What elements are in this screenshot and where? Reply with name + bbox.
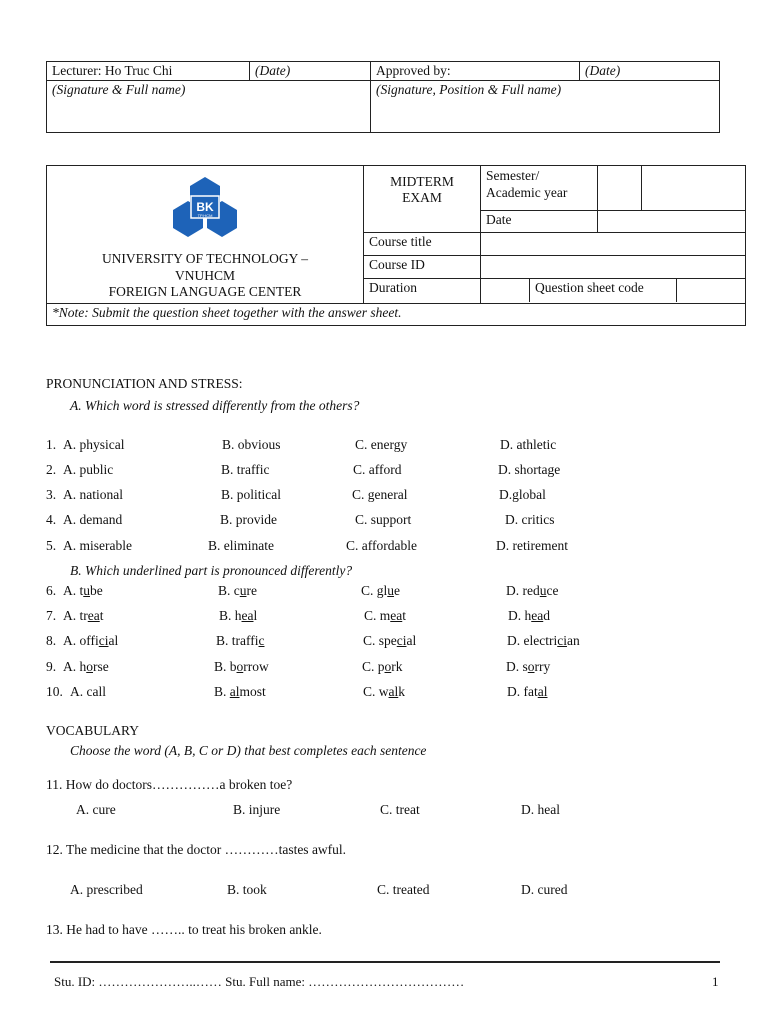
semester-label-line2: Academic year [486,185,568,200]
center-name: FOREIGN LANGUAGE CENTER [108,284,302,300]
part-b-instruction: B. Which underlined part is pronounced differently? [70,563,353,578]
question-code-value [677,279,746,302]
option-c: C. meat [364,608,407,623]
option-d: D. shortage [498,462,561,477]
lecturer-name: Lecturer: Ho Truc Chi [47,62,250,81]
academic-year-value [642,166,746,211]
approved-by-label: Approved by: [371,62,580,81]
question-number: 4. [46,512,57,527]
question-number: 1. [46,437,57,452]
semester-label-line1: Semester/ [486,168,540,183]
university-name-line2: VNUHCM [174,267,235,283]
course-title-value [481,232,746,255]
q11-option-a: A. cure [76,802,116,817]
option-c: C. energy [355,437,408,452]
option-d: D. electrician [507,633,580,648]
option-a: A. tube [63,583,103,598]
exam-type-cell [364,166,481,233]
option-c: C. support [355,512,412,527]
option-d: D. fatal [507,684,548,699]
q11-option-b: B. injure [233,802,281,817]
option-c: C. general [352,487,408,502]
option-d: D. athletic [500,437,557,452]
option-b: B. almost [214,684,266,699]
option-b: B. eliminate [208,538,274,553]
option-b: B. political [221,487,281,502]
option-b: B. cure [218,583,257,598]
q12-option-c: C. treated [377,882,430,897]
semester-value [598,166,642,211]
course-title-label: Course title [364,232,481,255]
option-c: C. special [363,633,417,648]
option-d: D. head [508,608,550,623]
option-b: B. borrow [214,659,269,674]
question-code-label: Question sheet code [530,279,677,302]
q12-option-b: B. took [227,882,267,897]
q12-option-a: A. prescribed [70,882,143,897]
question-11: 11. How do doctors……………a broken toe? [46,777,293,792]
option-c: C. affordable [346,538,417,553]
duration-row [481,279,746,303]
q12-option-d: D. cured [521,882,568,897]
duration-label: Duration [364,279,481,303]
submission-note: *Note: Submit the question sheet together with the answer sheet. [47,303,746,325]
date-label: Date [481,210,598,232]
q11-option-d: D. heal [521,802,560,817]
lecturer-signature: (Signature & Full name) [47,81,371,133]
option-a: A. national [63,487,123,502]
option-a: A. treat [63,608,104,623]
part-a-instruction: A. Which word is stressed differently from the others? [70,398,360,413]
option-a: A. physical [63,437,125,452]
option-d: D.global [499,487,546,502]
university-logo [170,175,240,239]
exam-header-table [46,165,746,326]
course-id-value [481,256,746,279]
course-id-label: Course ID [364,256,481,279]
vocabulary-instruction: Choose the word (A, B, C or D) that best completes each sentence [70,743,427,758]
logo-text: BK [196,200,214,214]
question-number: 9. [46,659,57,674]
option-a: A. miserable [63,538,132,553]
exam-type-line1: MIDTERM [390,174,454,189]
option-b: B. traffic [216,633,265,648]
option-d: D. sorry [506,659,551,674]
option-d: D. reduce [506,583,559,598]
approval-date: (Date) [580,62,720,81]
approval-table [46,61,720,133]
question-number: 3. [46,487,57,502]
page-number: 1 [712,974,719,989]
option-b: B. traffic [221,462,270,477]
question-12: 12. The medicine that the doctor …………tastes awful. [46,842,347,857]
semester-label [481,166,598,211]
option-c: C. walk [363,684,406,699]
duration-subtable [481,279,745,302]
option-c: C. afford [353,462,402,477]
question-13: 13. He had to have …….. to treat his broken ankle. [46,922,322,937]
option-a: A. public [63,462,114,477]
question-number: 8. [46,633,57,648]
option-a: A. demand [63,512,123,527]
question-number: 7. [46,608,57,623]
approver-signature: (Signature, Position & Full name) [371,81,720,133]
option-b: B. heal [219,608,258,623]
question-number: 2. [46,462,57,477]
footer-divider [50,961,720,963]
lecturer-date: (Date) [250,62,371,81]
question-number: 6. [46,583,57,598]
option-d: D. retirement [496,538,568,553]
duration-value [481,279,530,302]
option-b: B. obvious [222,437,281,452]
option-b: B. provide [220,512,277,527]
footer-student-info: Stu. ID: …………………..…… Stu. Full name: ……………………………… [54,974,465,989]
exam-type-line2: EXAM [402,190,442,205]
section-pronunciation-title: PRONUNCIATION AND STRESS: [46,376,243,391]
option-d: D. critics [505,512,555,527]
option-a: A. official [63,633,119,648]
section-vocabulary-title: VOCABULARY [46,723,140,738]
option-c: C. pork [362,659,403,674]
logo-subtext: TP.HCM [197,213,213,218]
date-value [598,210,746,232]
question-number: 10. [46,684,63,699]
q11-option-c: C. treat [380,802,420,817]
option-a: A. horse [63,659,109,674]
option-c: C. glue [361,583,401,598]
option-a: A. call [70,684,106,699]
question-number: 5. [46,538,57,553]
university-name-line1: UNIVERSITY OF TECHNOLOGY – [101,251,309,267]
